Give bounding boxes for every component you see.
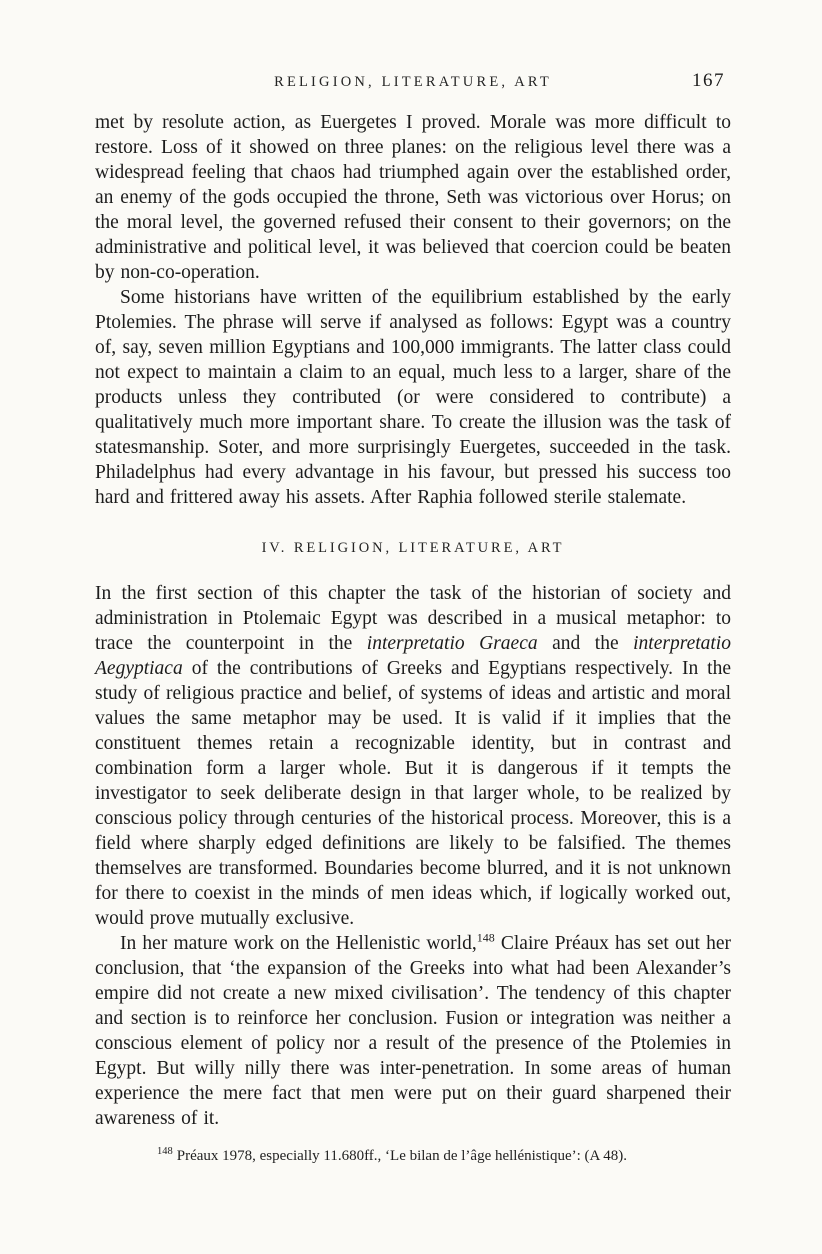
text-block [95,110,731,1166]
running-title: RELIGION, LITERATURE, ART [274,74,552,90]
italic-latin-phrase: interpretatio Aegyptiaca [95,633,731,679]
paragraph-text: In the first section of this chapter the task of the historian of society and administration in Ptolemaic Egypt was described in a musical metaphor: to trace the counterpoint in the [95,583,731,654]
paragraph-text: Claire Préaux has set out her conclusion, that ‘the expansion of the Greeks into what had been Alexander’s empire did not create a new mixed civilisation’. The tendency of this chapter and section is to reinforce her conclusion. Fusion or integration was neither a conscious element of policy nor a result of the presence of the Ptolemies in Egypt. But willy nilly there was inter-penetration. In some areas of human experience the mere fact that men were put on their guard sharpened their awareness of it. [95,933,731,1129]
running-header [95,70,731,96]
body-paragraph-3 [95,581,731,931]
footnote-reference: 148 [476,930,495,945]
footnote [95,1147,731,1166]
body-paragraph-2: Some historians have written of the equilibrium established by the early Ptolemies. The phrase will serve if analysed as follows: Egypt was a country of, say, seven million Egyptians and 100,000 immigrants. The latter class could not expect to maintain a claim to an equal, much less to a larger, share of the products unless they contributed (or were considered to contribute) a qualitatively much more important share. To create the illusion was the task of statesmanship. Soter, and more surprisingly Euergetes, succeeded in the task. Philadelphus had every advantage in his favour, but pressed his success too hard and frittered away his assets. After Raphia followed sterile stalemate. [95,287,731,508]
body-paragraph-1: met by resolute action, as Euergetes I proved. Morale was more difficult to restore. Loss of it showed on three planes: on the religious level there was a widespread feeling that chaos had triumphed again over the established order, an enemy of the gods occupied the throne, Seth was victorious over Horus; on the moral level, the governed refused their consent to their governors; on the administrative and political level, it was believed that coercion could be beaten by non-co-operation. [95,112,731,283]
footnote-marker: 148 [157,1146,173,1157]
footnote-text: Préaux 1978, especially 11.680ff., ‘Le bilan de l’âge hellénistique’: (A 48). [176,1148,628,1164]
italic-latin-phrase: interpretatio Graeca [366,633,538,654]
body-paragraph-4 [95,931,731,1131]
paragraph-text: In her mature work on the Hellenistic world, [120,933,477,954]
page-number: 167 [691,70,725,91]
paragraph-text: of the contributions of Greeks and Egyptians respectively. In the study of religious practice and belief, of systems of ideas and artistic and moral values the same metaphor may be used. It is valid if it implies that the constituent themes retain a recognizable identity, but in contrast and combination form a larger whole. But it is dangerous if it tempts the investigator to seek deliberate design in that larger whole, to be realized by conscious policy through centuries of the historical process. Moreover, this is a field where sharply edged definitions are likely to be falsified. The themes themselves are transformed. Boundaries become blurred, and it is not unknown for there to coexist in the minds of men ideas which, if logically worked out, would prove mutually exclusive. [95,658,731,929]
paragraph-text: and the [537,633,634,654]
section-heading: IV. RELIGION, LITERATURE, ART [261,540,565,556]
